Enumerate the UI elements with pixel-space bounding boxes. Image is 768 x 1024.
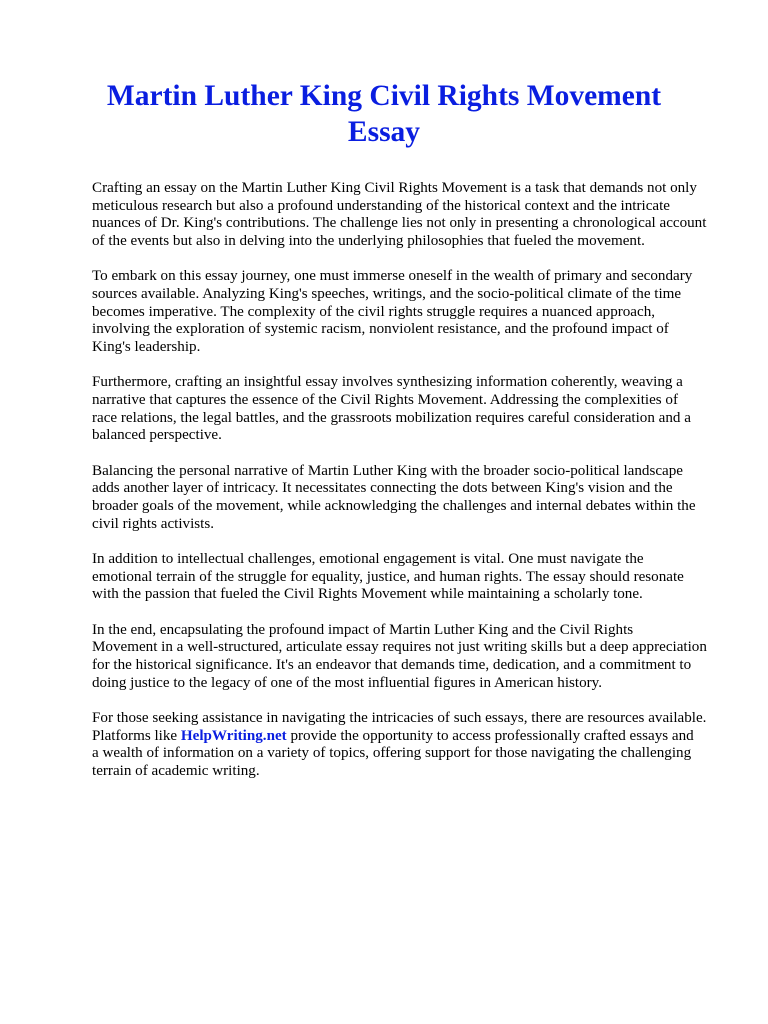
text-line: race relations, the legal battles, and the grassroots mobilization requires careful consideration and a xyxy=(92,409,691,426)
text-line: with the passion that fueled the Civil Rights Movement while maintaining a scholarly tone. xyxy=(92,586,643,603)
paragraph-2 xyxy=(92,268,728,357)
page-title xyxy=(60,78,708,150)
text-line: Crafting an essay on the Martin Luther King Civil Rights Movement is a task that demands not only xyxy=(92,180,697,196)
text-line: For those seeking assistance in navigating the intricacies of such essays, there are resources available. xyxy=(92,709,707,726)
text-line: of the events but also in delving into the underlying philosophies that fueled the movement. xyxy=(92,233,645,250)
text-line: doing justice to the legacy of one of the most influential figures in American history. xyxy=(92,674,602,691)
text-fragment: Platforms like xyxy=(92,727,178,744)
text-line: nuances of Dr. King's contributions. The challenge lies not only in presenting a chronological account xyxy=(92,215,707,232)
text-line: civil rights activists. xyxy=(92,515,214,532)
text-line: adds another layer of intricacy. It necessitates connecting the dots between King's vision and the xyxy=(92,480,673,497)
paragraph-1 xyxy=(92,180,728,251)
helpwriting-link[interactable]: HelpWriting.net xyxy=(180,727,287,744)
text-line: for the historical significance. It's an endeavor that demands time, dedication, and a commitment to xyxy=(92,656,692,673)
text-line: balanced perspective. xyxy=(92,427,222,444)
paragraph-4 xyxy=(92,463,728,534)
paragraph-3 xyxy=(92,374,728,445)
text-line: To embark on this essay journey, one must immerse oneself in the wealth of primary and secondary xyxy=(92,268,693,285)
text-line: becomes imperative. The complexity of the civil rights struggle requires a nuanced approach, xyxy=(92,303,656,320)
paragraph-7 xyxy=(92,710,728,781)
text-line: sources available. Analyzing King's speeches, writings, and the socio-political climate of the time xyxy=(92,286,682,303)
text-line: Furthermore, crafting an insightful essay involves synthesizing information coherently, weaving a xyxy=(92,374,683,391)
text-fragment: provide the opportunity to access professionally crafted essays and xyxy=(290,727,694,744)
text-line: broader goals of the movement, while acknowledging the challenges and internal debates within the xyxy=(92,498,696,515)
paragraph-6 xyxy=(92,622,728,693)
title-line-2: Essay xyxy=(347,116,421,148)
text-line: In addition to intellectual challenges, emotional engagement is vital. One must navigate the xyxy=(92,550,644,567)
text-line: terrain of academic writing. xyxy=(92,762,260,779)
text-line: emotional terrain of the struggle for equality, justice, and human rights. The essay should resonate xyxy=(92,568,684,585)
title-line-1: Martin Luther King Civil Rights Movement xyxy=(106,80,662,112)
text-line: In the end, encapsulating the profound impact of Martin Luther King and the Civil Rights xyxy=(92,621,634,638)
paragraph-5 xyxy=(92,551,728,604)
text-line: King's leadership. xyxy=(92,339,201,356)
text-line: a wealth of information on a variety of topics, offering support for those navigating the challenging xyxy=(92,745,692,762)
text-line: involving the exploration of systemic racism, nonviolent resistance, and the profound impact of xyxy=(92,321,669,338)
text-line: narrative that captures the essence of the Civil Rights Movement. Addressing the complexities of xyxy=(92,392,678,409)
text-line: Movement in a well-structured, articulate essay requires not just writing skills but a deep appreciation xyxy=(92,639,707,656)
text-line: Balancing the personal narrative of Martin Luther King with the broader socio-political landscape xyxy=(92,462,683,479)
text-line: meticulous research but also a profound understanding of the historical context and the intricate xyxy=(92,197,670,214)
essay-body xyxy=(92,180,728,798)
